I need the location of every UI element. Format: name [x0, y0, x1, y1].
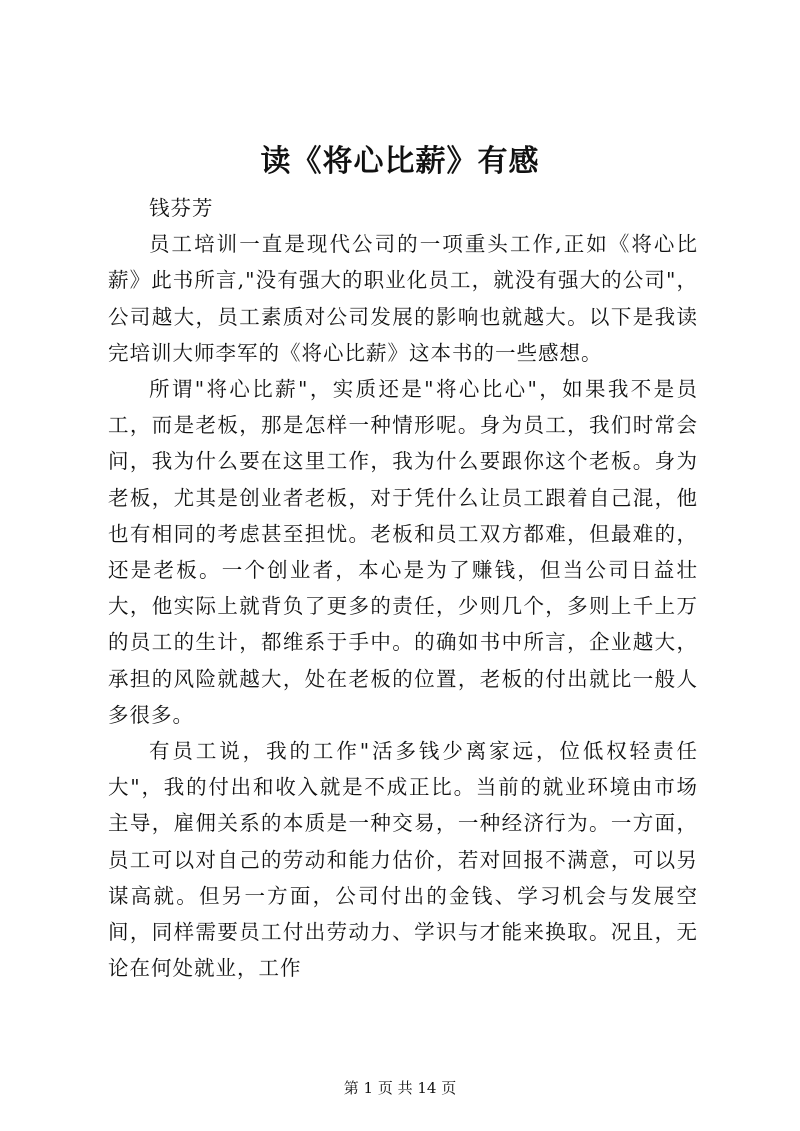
page-title: 读《将心比薪》有感: [260, 144, 540, 179]
author-name: 钱芬芳: [149, 196, 214, 220]
paragraph-2: 所谓"将心比薪"，实质还是"将心比心"，如果我不是员工，而是老板，那是怎样一种情形呢。身为员工，我们时常会问，我为什么要在这里工作，我为什么要跟你这个老板。身为老板，尤其是创业者老板，对于凭什么让员工跟着自己混，他也有相同的考虑甚至担忧。老板和员工双方都难，但最难的，还是老板。一个创业者，本心是为了赚钱，但当公司日益壮大，他实际上就背负了更多的责任，少则几个，多则上千上万的员工的生计，都维系于手中。的确如书中所言，企业越大，承担的风险就越大，处在老板的位置，老板的付出就比一般人多很多。: [108, 377, 698, 727]
document-body: [108, 190, 698, 986]
page-number-footer: 第 1 页 共 14 页: [343, 1079, 457, 1097]
paragraph-3: 有员工说，我的工作"活多钱少离家远，位低权轻责任大"，我的付出和收入就是不成正比。当前的就业环境由市场主导，雇佣关系的本质是一种交易，一种经济行为。一方面，员工可以对自己的劳动和能力估价，若对回报不满意，可以另谋高就。但另一方面，公司付出的金钱、学习机会与发展空间，同样需要员工付出劳动力、学识与才能来换取。况且，无论在何处就业，工作: [108, 739, 698, 981]
paragraph-1: 员工培训一直是现代公司的一项重头工作,正如《将心比薪》此书所言,"没有强大的职业化员工，就没有强大的公司"，公司越大，员工素质对公司发展的影响也就越大。以下是我读完培训大师李军的《将心比薪》这本书的一些感想。: [108, 232, 698, 365]
